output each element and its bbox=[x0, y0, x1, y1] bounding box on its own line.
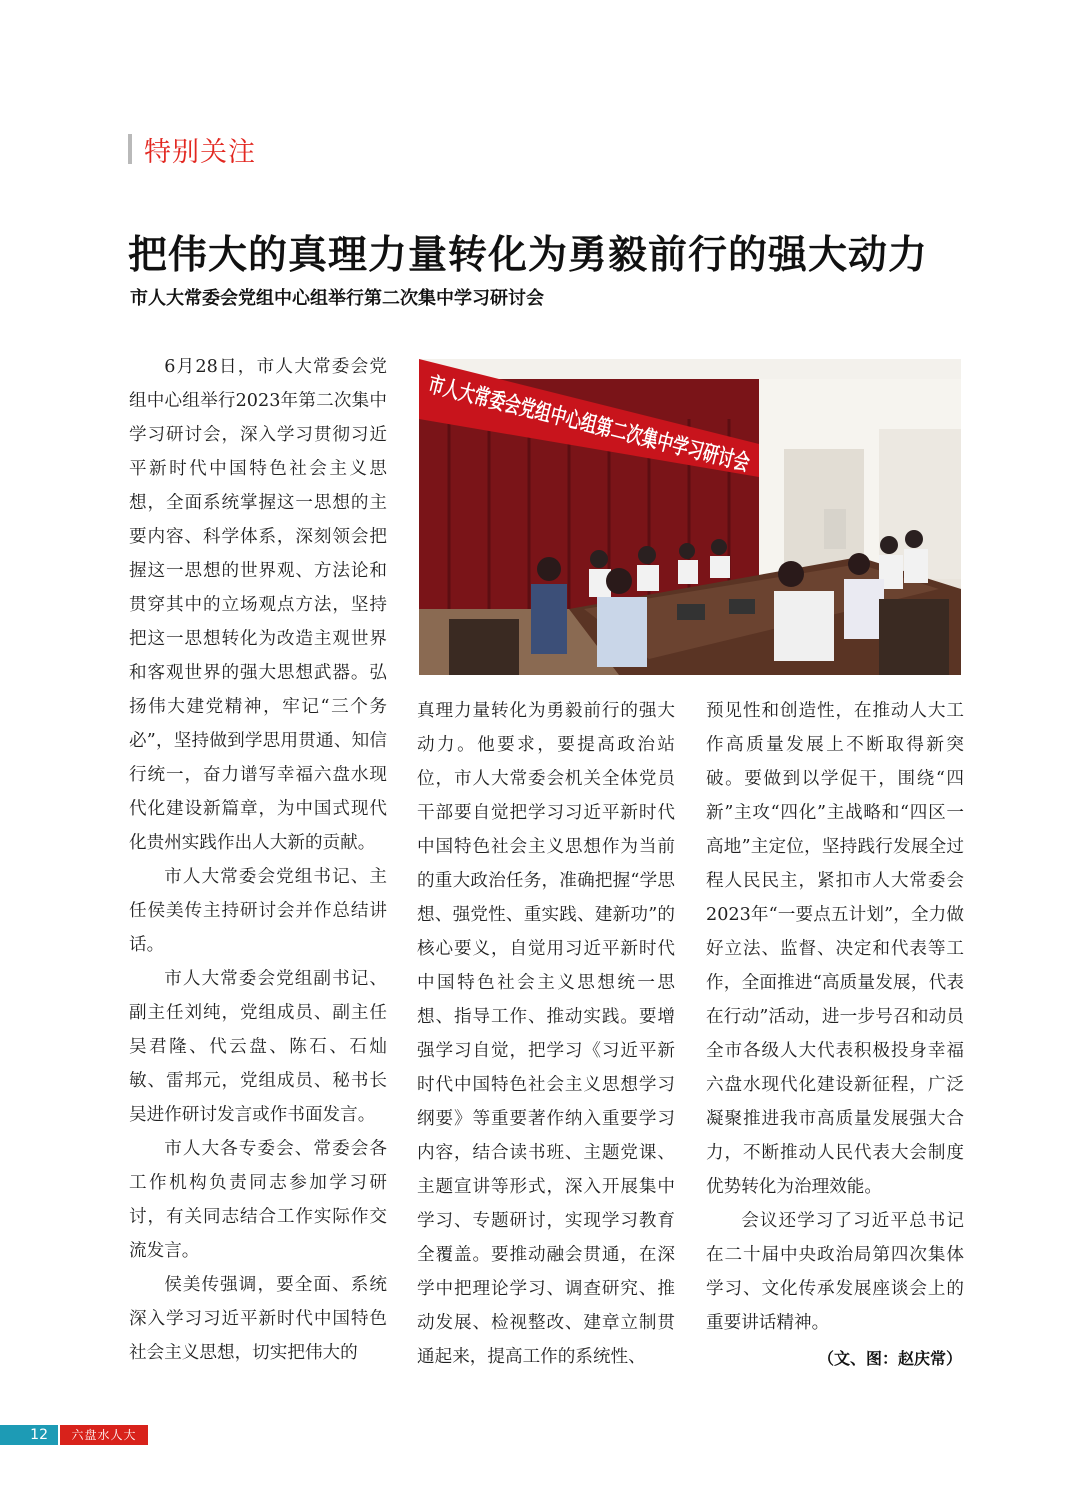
paragraph: 6月28日，市人大常委会党组中心组举行2023年第二次集中学习研讨会，深入学习贯彻习近平新时代中国特色社会主义思想，全面系统掌握这一思想的主要内容、科学体系，深刻领会把握这一思想的世界观、方法论和贯穿其中的立场观点方法，坚持把这一思想转化为改造主观世界和客观世界的强大思想武器。弘扬伟大建党精神，牢记“三个务必”，坚持做到学思用贯通、知信行统一，奋力谱写幸福六盘水现代化建设新篇章，为中国式现代化贵州实践作出人大新的贡献。 bbox=[129, 357, 387, 853]
paragraph: 市人大常委会党组副书记、副主任刘纯，党组成员、副主任吴君隆、代云盘、陈石、石灿敏、雷邦元，党组成员、秘书长吴进作研讨发言或作书面发言。 bbox=[129, 969, 387, 1125]
section-tag bbox=[128, 134, 256, 168]
article-subtitle: 市人大常委会党组中心组举行第二次集中学习研讨会 bbox=[130, 288, 544, 309]
paragraph: 真理力量转化为勇毅前行的强大动力。他要求，要提高政治站位，市人大常委会机关全体党员干部要自觉把学习习近平新时代中国特色社会主义思想作为当前的重大政治任务，准确把握“学思想、强党性、重实践、建新功”的核心要义，自觉用习近平新时代中国特色社会主义思想统一思想、指导工作、推动实践。要增强学习自觉，把学习《习近平新时代中国特色社会主义思想学习纲要》等重要著作纳入重要学习内容，结合读书班、主题党课、主题宣讲等形式，深入开展集中学习、专题研讨，实现学习教育全覆盖。要推动融会贯通，在深学中把理论学习、调查研究、推动发展、检视整改、建章立制贯通起来，提高工作的系统性、 bbox=[417, 701, 675, 1367]
magazine-brand: 六盘水人大 bbox=[60, 1425, 148, 1445]
paragraph: 市人大各专委会、常委会各工作机构负责同志参加学习研讨，有关同志结合工作实际作交流发言。 bbox=[129, 1139, 387, 1261]
article-column-3 bbox=[706, 694, 964, 1340]
article-column-2 bbox=[417, 694, 675, 1374]
photo-banner-text: 市人大常委会党组中心组第二次集中学习研讨会 bbox=[425, 372, 880, 509]
meeting-photo bbox=[419, 359, 961, 675]
section-bar bbox=[128, 134, 132, 164]
paragraph: 会议还学习了习近平总书记在二十届中央政治局第四次集体学习、文化传承发展座谈会上的重要讲话精神。 bbox=[706, 1211, 964, 1333]
page-number: 12 bbox=[0, 1425, 58, 1445]
paragraph: 侯美传强调，要全面、系统深入学习习近平新时代中国特色社会主义思想，切实把伟大的 bbox=[129, 1275, 387, 1363]
paragraph: 市人大常委会党组书记、主任侯美传主持研讨会并作总结讲话。 bbox=[129, 867, 387, 955]
article-column-1 bbox=[129, 350, 387, 1370]
section-label: 特别关注 bbox=[144, 136, 256, 168]
paragraph: 预见性和创造性，在推动人大工作高质量发展上不断取得新突破。要做到以学促干，围绕“四新”主攻“四化”主战略和“四区一高地”主定位，坚持践行发展全过程人民民主，紧扣市人大常委会2023年“一要点五计划”，全力做好立法、监督、决定和代表等工作，全面推进“高质量发展，代表在行动”活动，进一步号召和动员全市各级人大代表积极投身幸福六盘水现代化建设新征程，广泛凝聚推进我市高质量发展强大合力，不断推动人民代表大会制度优势转化为治理效能。 bbox=[706, 701, 964, 1197]
article-title: 把伟大的真理力量转化为勇毅前行的强大动力 bbox=[128, 233, 929, 278]
photo-credit: （文、图：赵庆常） bbox=[817, 1349, 962, 1368]
